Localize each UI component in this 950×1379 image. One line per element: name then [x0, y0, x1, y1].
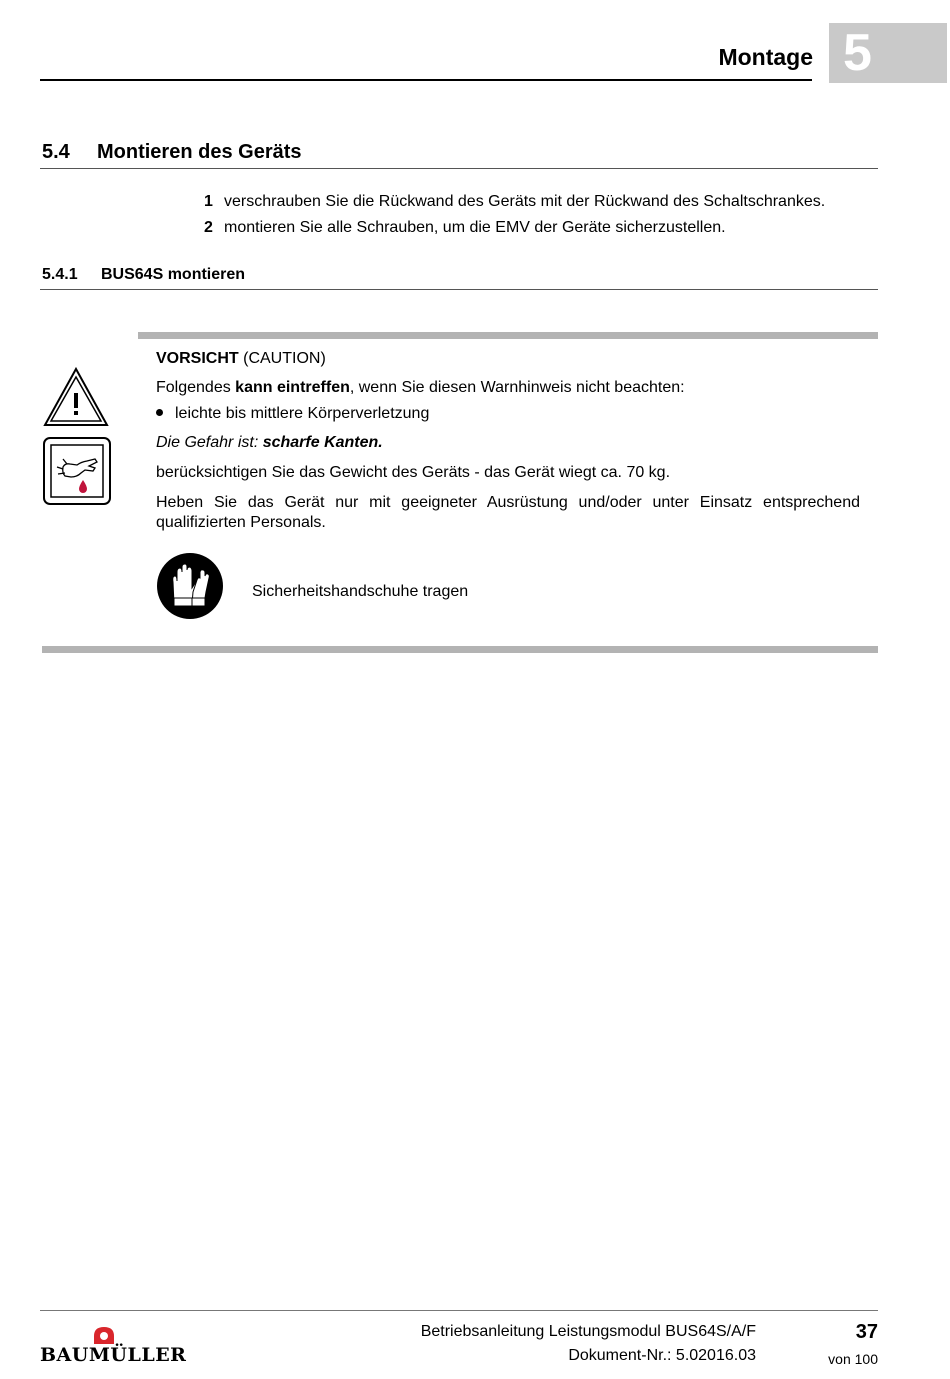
danger-line — [156, 433, 383, 453]
caution-top-bar — [138, 332, 878, 339]
baumueller-logo-icon — [92, 1325, 116, 1345]
instruction-lifting-line1: Heben Sie das Gerät nur mit geeigneter Ausrüstung und/oder unter Einsatz entsprechend — [156, 494, 860, 511]
consequence-pre: Folgendes — [156, 379, 236, 396]
footer-doc-title: Betriebsanleitung Leistungsmodul BUS64S/A/F — [420, 1323, 756, 1340]
step-1 — [204, 192, 213, 212]
signal-word-en: (CAUTION) — [238, 350, 326, 367]
footer-rule — [40, 1310, 878, 1311]
page-number: 37 — [855, 1321, 878, 1343]
section-rule — [40, 168, 878, 169]
bullet-text: leichte bis mittlere Körperverletzung — [175, 405, 430, 422]
safety-gloves-icon — [156, 552, 224, 620]
chapter-number: 5 — [843, 24, 872, 82]
step-2-text: montieren Sie alle Schrauben, um die EMV der Geräte sicherzustellen. — [224, 219, 726, 236]
gloves-label: Sicherheitshandschuhe tragen — [252, 583, 469, 600]
chapter-title: Montage — [718, 44, 813, 70]
subsection-rule — [40, 289, 878, 290]
instruction-lifting-line2: qualifizierten Personals. — [156, 514, 326, 531]
sharp-edges-icon — [43, 437, 111, 505]
caution-bottom-bar — [42, 646, 878, 653]
step-1-text: verschrauben Sie die Rückwand des Geräts mit der Rückwand des Schaltschrankes. — [224, 193, 826, 210]
signal-word: VORSICHT — [156, 350, 239, 367]
page-total: von 100 — [828, 1351, 878, 1367]
consequence-post: , wenn Sie diesen Warnhinweis nicht beachten: — [349, 379, 685, 396]
bullet-dot — [156, 409, 163, 416]
instruction-weight: berücksichtigen Sie das Gewicht des Geräts - das Gerät wiegt ca. 70 kg. — [156, 464, 671, 481]
step-number: 2 — [204, 219, 213, 236]
danger-label: Die Gefahr ist: — [156, 434, 263, 451]
warning-triangle-icon — [42, 366, 110, 428]
header-rule — [40, 79, 812, 81]
subsection-number: 5.4.1 — [42, 266, 78, 283]
caution-consequence — [156, 378, 685, 398]
section-number: 5.4 — [42, 141, 70, 163]
step-2 — [204, 218, 213, 238]
danger-value: scharfe Kanten. — [262, 434, 383, 451]
subsection-title: BUS64S montieren — [101, 266, 246, 283]
caution-signal — [156, 349, 326, 369]
brand-logo-text: BAUMÜLLER — [40, 1344, 187, 1366]
step-number: 1 — [204, 193, 213, 210]
consequence-bold: kann eintreffen — [235, 379, 350, 396]
footer-doc-number: Dokument-Nr.: 5.02016.03 — [568, 1347, 756, 1364]
section-title: Montieren des Geräts — [97, 141, 302, 163]
